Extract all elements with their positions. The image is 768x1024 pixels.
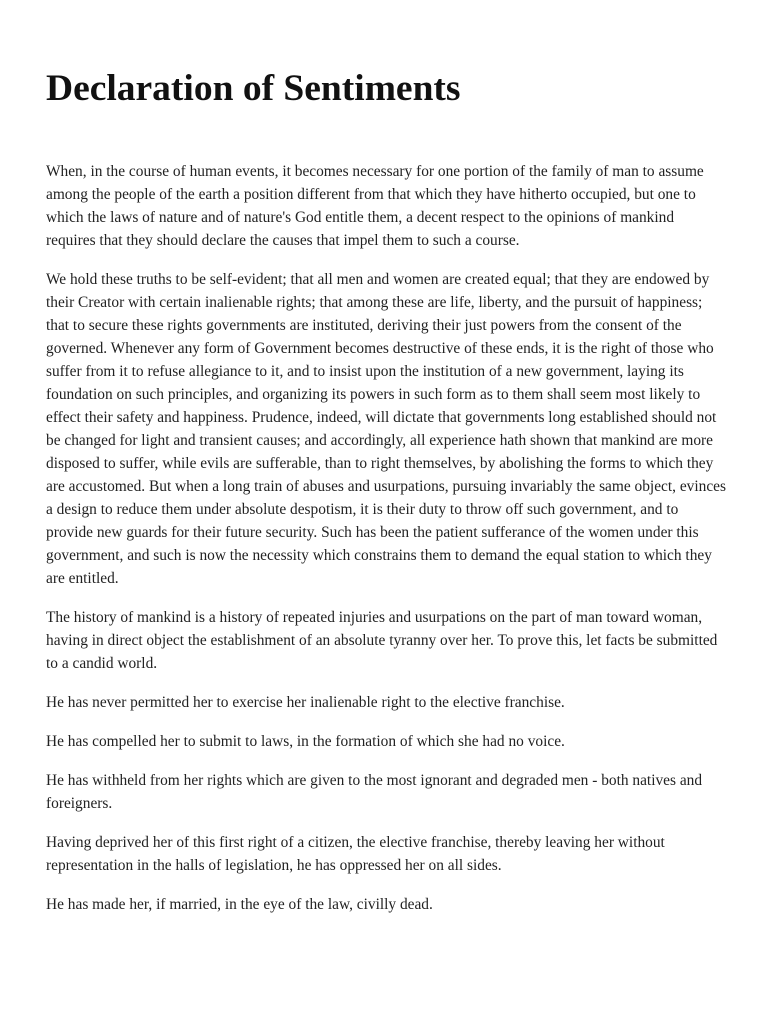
page-title: Declaration of Sentiments	[46, 68, 461, 109]
document-page	[46, 66, 726, 932]
paragraph-preamble: When, in the course of human events, it becomes necessary for one portion of the family of man to assume among the people of the earth a position different from that which they have hitherto occupied, but one to which the laws of nature and of nature's God entitle them, a decent respect to the opinions of mankind requires that they should declare the causes that impel them to such a course.	[46, 163, 704, 249]
document-body	[46, 160, 726, 916]
paragraph-grievance-laws: He has compelled her to submit to laws, in the formation of which she had no voice.	[46, 733, 565, 750]
paragraph-grievance-representation: Having deprived her of this first right of a citizen, the elective franchise, thereby leaving her without representation in the halls of legislation, he has oppressed her on all sides.	[46, 834, 665, 874]
paragraph-self-evident-truths: We hold these truths to be self-evident; that all men and women are created equal; that they are endowed by their Creator with certain inalienable rights; that among these are life, liberty, and the pursuit of happiness; that to secure these rights governments are instituted, deriving their just powers from the consent of the governed. Whenever any form of Government becomes destructive of these ends, it is the right of those who suffer from it to refuse allegiance to it, and to insist upon the institution of a new government, laying its foundation on such principles, and organizing its powers in such form as to them shall seem most likely to effect their safety and happiness. Prudence, indeed, will dictate that governments long established should not be changed for light and transient causes; and accordingly, all experience hath shown that mankind are more disposed to suffer, while evils are sufferable, than to right themselves, by abolishing the forms to which they are accustomed. But when a long train of abuses and usurpations, pursuing invariably the same object, evinces a design to reduce them under absolute despotism, it is their duty to throw off such government, and to provide new guards for their future security. Such has been the patient sufferance of the women under this government, and such is now the necessity which constrains them to demand the equal station to which they are entitled.	[46, 271, 726, 587]
paragraph-grievance-rights-withheld: He has withheld from her rights which are given to the most ignorant and degraded men - both natives and foreigners.	[46, 772, 703, 812]
paragraph-history-of-mankind: The history of mankind is a history of repeated injuries and usurpations on the part of man toward woman, having in direct object the establishment of an absolute tyranny over her. To prove this, let facts be submitted to a candid world.	[46, 609, 718, 672]
paragraph-grievance-franchise: He has never permitted her to exercise her inalienable right to the elective franchise.	[46, 694, 565, 711]
paragraph-grievance-civilly-dead: He has made her, if married, in the eye of the law, civilly dead.	[46, 896, 433, 913]
